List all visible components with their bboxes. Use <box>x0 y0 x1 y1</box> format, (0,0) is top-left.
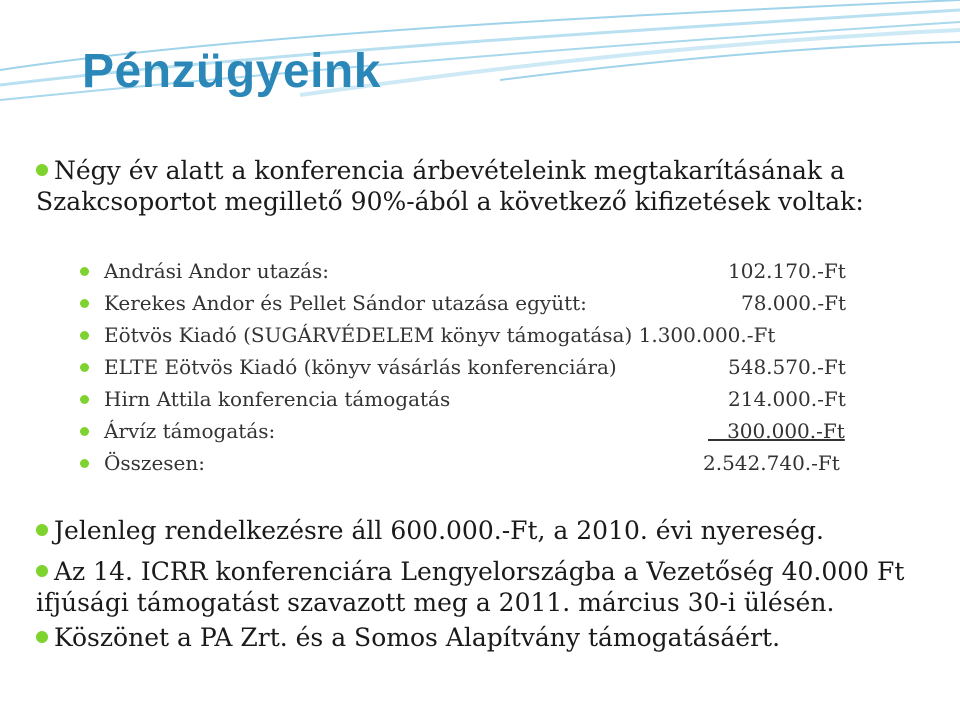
expense-amount: 2.542.740.-Ft <box>703 451 840 475</box>
bullet-icon <box>36 524 48 536</box>
expense-label: Összesen: <box>104 451 206 475</box>
bullet-paragraph <box>36 622 916 653</box>
bullet-icon <box>36 565 48 577</box>
bullet-text: Köszönet a PA Zrt. és a Somos Alapítvány támogatásáért. <box>54 623 781 652</box>
bullet-icon <box>36 631 48 643</box>
intro-paragraph <box>36 155 916 217</box>
slide-title: Pénzügyeink <box>82 45 381 98</box>
expense-amount: 214.000.-Ft <box>728 387 846 411</box>
bullet-paragraph <box>36 556 916 618</box>
expense-amount: 102.170.-Ft <box>728 259 846 283</box>
bullet-icon <box>80 427 89 436</box>
bullet-icon <box>80 395 89 404</box>
expense-amount: 78.000.-Ft <box>741 291 847 315</box>
bullet-icon <box>36 164 48 176</box>
expense-label: Árvíz támogatás: <box>104 419 276 443</box>
bullet-icon <box>80 267 89 276</box>
intro-text: Négy év alatt a konferencia árbevételeink megtakarításának a Szakcsoportot megillető 90%-ából a következő kifizetések voltak: <box>36 156 864 216</box>
bullet-icon <box>80 363 89 372</box>
expense-label: ELTE Eötvös Kiadó (könyv vásárlás konferenciára) <box>104 355 617 379</box>
bullet-icon <box>80 299 89 308</box>
expense-amount: 548.570.-Ft <box>728 355 846 379</box>
expense-label: Andrási Andor utazás: <box>104 259 330 283</box>
bullet-icon <box>80 331 89 340</box>
expense-amount: 300.000.-Ft <box>708 419 845 443</box>
expense-label: Kerekes Andor és Pellet Sándor utazása együtt: <box>104 291 587 315</box>
expense-label: Eötvös Kiadó (SUGÁRVÉDELEM könyv támogatása) 1.300.000.-Ft <box>104 323 776 347</box>
bullet-icon <box>80 459 89 468</box>
expense-label: Hirn Attila konferencia támogatás <box>104 387 451 411</box>
bullet-text: Az 14. ICRR konferenciára Lengyelországba a Vezetőség 40.000 Ft ifjúsági támogatást szavazott meg a 2011. március 30-i ülésén. <box>36 557 905 617</box>
bullet-text: Jelenleg rendelkezésre áll 600.000.-Ft, a 2010. évi nyereség. <box>54 516 824 545</box>
bullet-paragraph <box>36 515 916 546</box>
